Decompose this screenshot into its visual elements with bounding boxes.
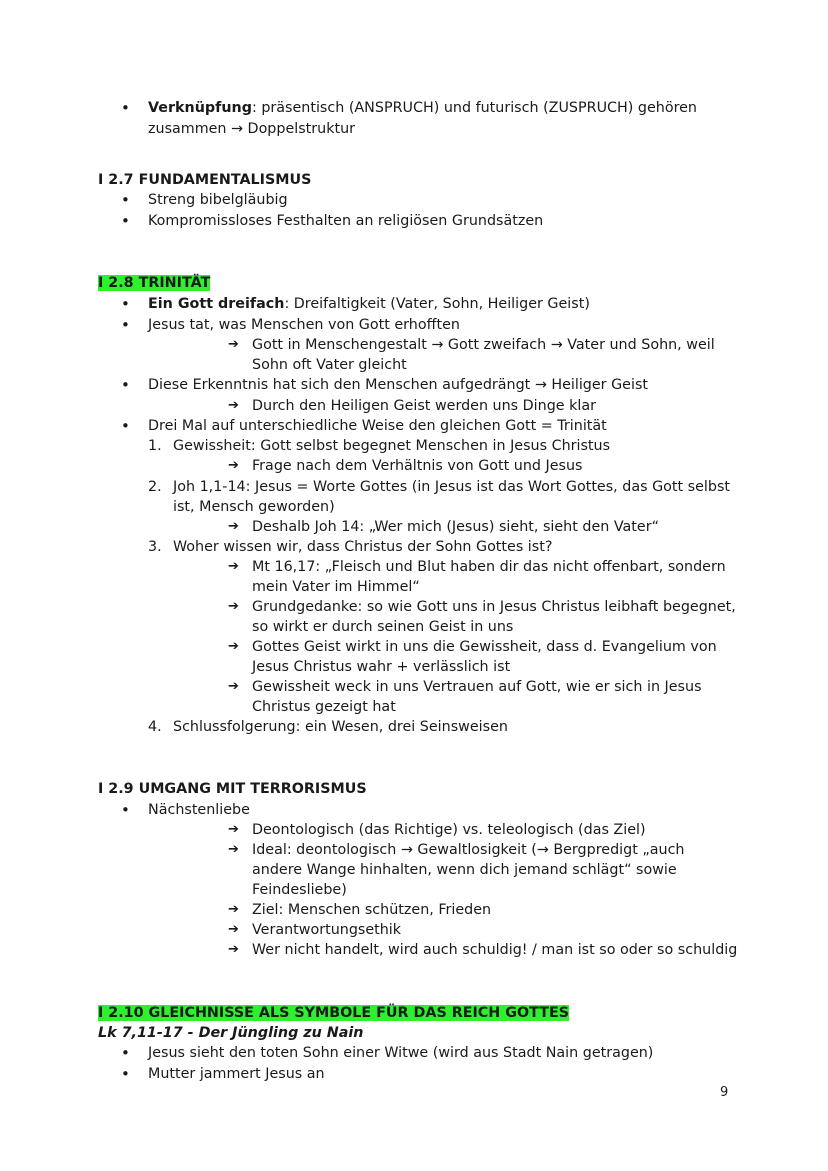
text-line: Christus gezeigt hat	[252, 699, 396, 715]
subheading: Lk 7,11-17 - Der Jüngling zu Nain	[98, 1025, 364, 1041]
text: Deshalb Joh 14: „Wer mich (Jesus) sieht, sieht den Vater“	[252, 519, 659, 535]
list-item: • Streng bibelgläubig	[148, 190, 288, 210]
text: Woher wissen wir, dass Christus der Sohn Gottes ist?	[173, 539, 553, 555]
list-item: • Diese Erkenntnis hat sich den Menschen aufgedrängt → Heiliger Geist	[148, 375, 648, 395]
list-item: • Kompromissloses Festhalten an religiösen Grundsätzen	[148, 211, 543, 231]
list-item: • Jesus tat, was Menschen von Gott erhofften	[148, 315, 460, 335]
arrow-icon: ➔	[228, 942, 239, 957]
heading-text: I 2.10 GLEICHNISSE ALS SYMBOLE FÜR DAS REICH GOTTES	[98, 1005, 570, 1021]
section-heading-highlighted	[98, 273, 210, 293]
text: Ideal: deontologisch → Gewaltlosigkeit (→ Bergpredigt „auch	[252, 842, 685, 858]
text-line: mein Vater im Himmel“	[252, 579, 420, 595]
numbered-item	[148, 537, 552, 557]
text: Gott in Menschengestalt → Gott zweifach → Vater und Sohn, weil	[252, 337, 715, 353]
arrow-item	[228, 557, 726, 577]
text: Deontologisch (das Richtige) vs. teleologisch (das Ziel)	[252, 822, 646, 838]
numbered-item	[148, 717, 508, 737]
arrow-icon: ➔	[228, 337, 239, 352]
arrow-item	[228, 677, 702, 697]
text-line: andere Wange hinhalten, wenn dich jemand schlägt“ sowie	[252, 862, 677, 878]
text-line: zusammen → Doppelstruktur	[148, 121, 356, 137]
arrow-item	[228, 940, 737, 960]
text: Frage nach dem Verhältnis von Gott und Jesus	[252, 458, 583, 474]
arrow-item	[228, 920, 401, 940]
arrow-item	[228, 820, 646, 840]
text-line: Feindesliebe)	[252, 882, 347, 898]
arrow-item	[228, 840, 685, 860]
list-item: • Mutter jammert Jesus an	[148, 1064, 325, 1084]
arrow-item	[228, 456, 583, 476]
list-item: • Drei Mal auf unterschiedliche Weise den gleichen Gott = Trinität	[148, 416, 607, 436]
arrow-icon: ➔	[228, 922, 239, 937]
arrow-icon: ➔	[228, 599, 239, 614]
text: Wer nicht handelt, wird auch schuldig! / man ist so oder so schuldig	[252, 942, 738, 958]
item-number: 3.	[148, 539, 162, 555]
arrow-icon: ➔	[228, 559, 239, 574]
text: Gewissheit weck in uns Vertrauen auf Gott, wie er sich in Jesus	[252, 679, 702, 695]
arrow-icon: ➔	[228, 679, 239, 694]
list-item: • Nächstenliebe	[148, 800, 250, 820]
bold-term: Verknüpfung	[148, 100, 252, 116]
arrow-icon: ➔	[228, 519, 239, 534]
text: Ziel: Menschen schützen, Frieden	[252, 902, 492, 918]
text: Gewissheit: Gott selbst begegnet Menschen in Jesus Christus	[173, 438, 611, 454]
heading-text: I 2.8 TRINITÄT	[98, 275, 211, 291]
arrow-icon: ➔	[228, 842, 239, 857]
arrow-item	[228, 396, 596, 416]
text-line: ist, Mensch geworden)	[173, 499, 335, 515]
arrow-icon: ➔	[228, 902, 239, 917]
text: Verantwortungsethik	[252, 922, 402, 938]
list-item	[148, 294, 590, 314]
section-heading: I 2.9 UMGANG MIT TERRORISMUS	[98, 781, 367, 797]
section-heading-highlighted	[98, 1003, 569, 1023]
arrow-icon: ➔	[228, 458, 239, 473]
text: Joh 1,1-14: Jesus = Worte Gottes (in Jesus ist das Wort Gottes, das Gott selbst	[173, 479, 731, 495]
bullet-verknuepfung	[148, 98, 697, 118]
text-line: Jesus Christus wahr + verlässlich ist	[252, 659, 511, 675]
section-heading: I 2.7 FUNDAMENTALISMUS	[98, 172, 312, 188]
arrow-item	[228, 900, 491, 920]
item-number: 4.	[148, 719, 162, 735]
arrow-item	[228, 597, 736, 617]
arrow-item	[228, 335, 715, 355]
numbered-item	[148, 477, 730, 497]
text: Durch den Heiligen Geist werden uns Dinge klar	[252, 398, 597, 414]
arrow-item	[228, 517, 659, 537]
list-item: • Jesus sieht den toten Sohn einer Witwe (wird aus Stadt Nain getragen)	[148, 1043, 653, 1063]
text: Mt 16,17: „Fleisch und Blut haben dir das nicht offenbart, sondern	[252, 559, 726, 575]
text: : präsentisch (ANSPRUCH) und futurisch (ZUSPRUCH) gehören	[251, 100, 697, 116]
numbered-item	[148, 436, 610, 456]
text: Grundgedanke: so wie Gott uns in Jesus Christus leibhaft begegnet,	[252, 599, 736, 615]
text-line: so wirkt er durch seinen Geist in uns	[252, 619, 514, 635]
arrow-icon: ➔	[228, 822, 239, 837]
arrow-item	[228, 637, 717, 657]
arrow-icon: ➔	[228, 639, 239, 654]
item-number: 2.	[148, 479, 162, 495]
text-line: Sohn oft Vater gleicht	[252, 357, 407, 373]
arrow-icon: ➔	[228, 398, 239, 413]
text: Schlussfolgerung: ein Wesen, drei Seinsweisen	[173, 719, 508, 735]
text: Gottes Geist wirkt in uns die Gewissheit, dass d. Evangelium von	[252, 639, 717, 655]
text: : Dreifaltigkeit (Vater, Sohn, Heiliger Geist)	[284, 296, 590, 312]
bold-term: Ein Gott dreifach	[148, 296, 285, 312]
item-number: 1.	[148, 438, 162, 454]
page-number: 9	[720, 1085, 729, 1100]
